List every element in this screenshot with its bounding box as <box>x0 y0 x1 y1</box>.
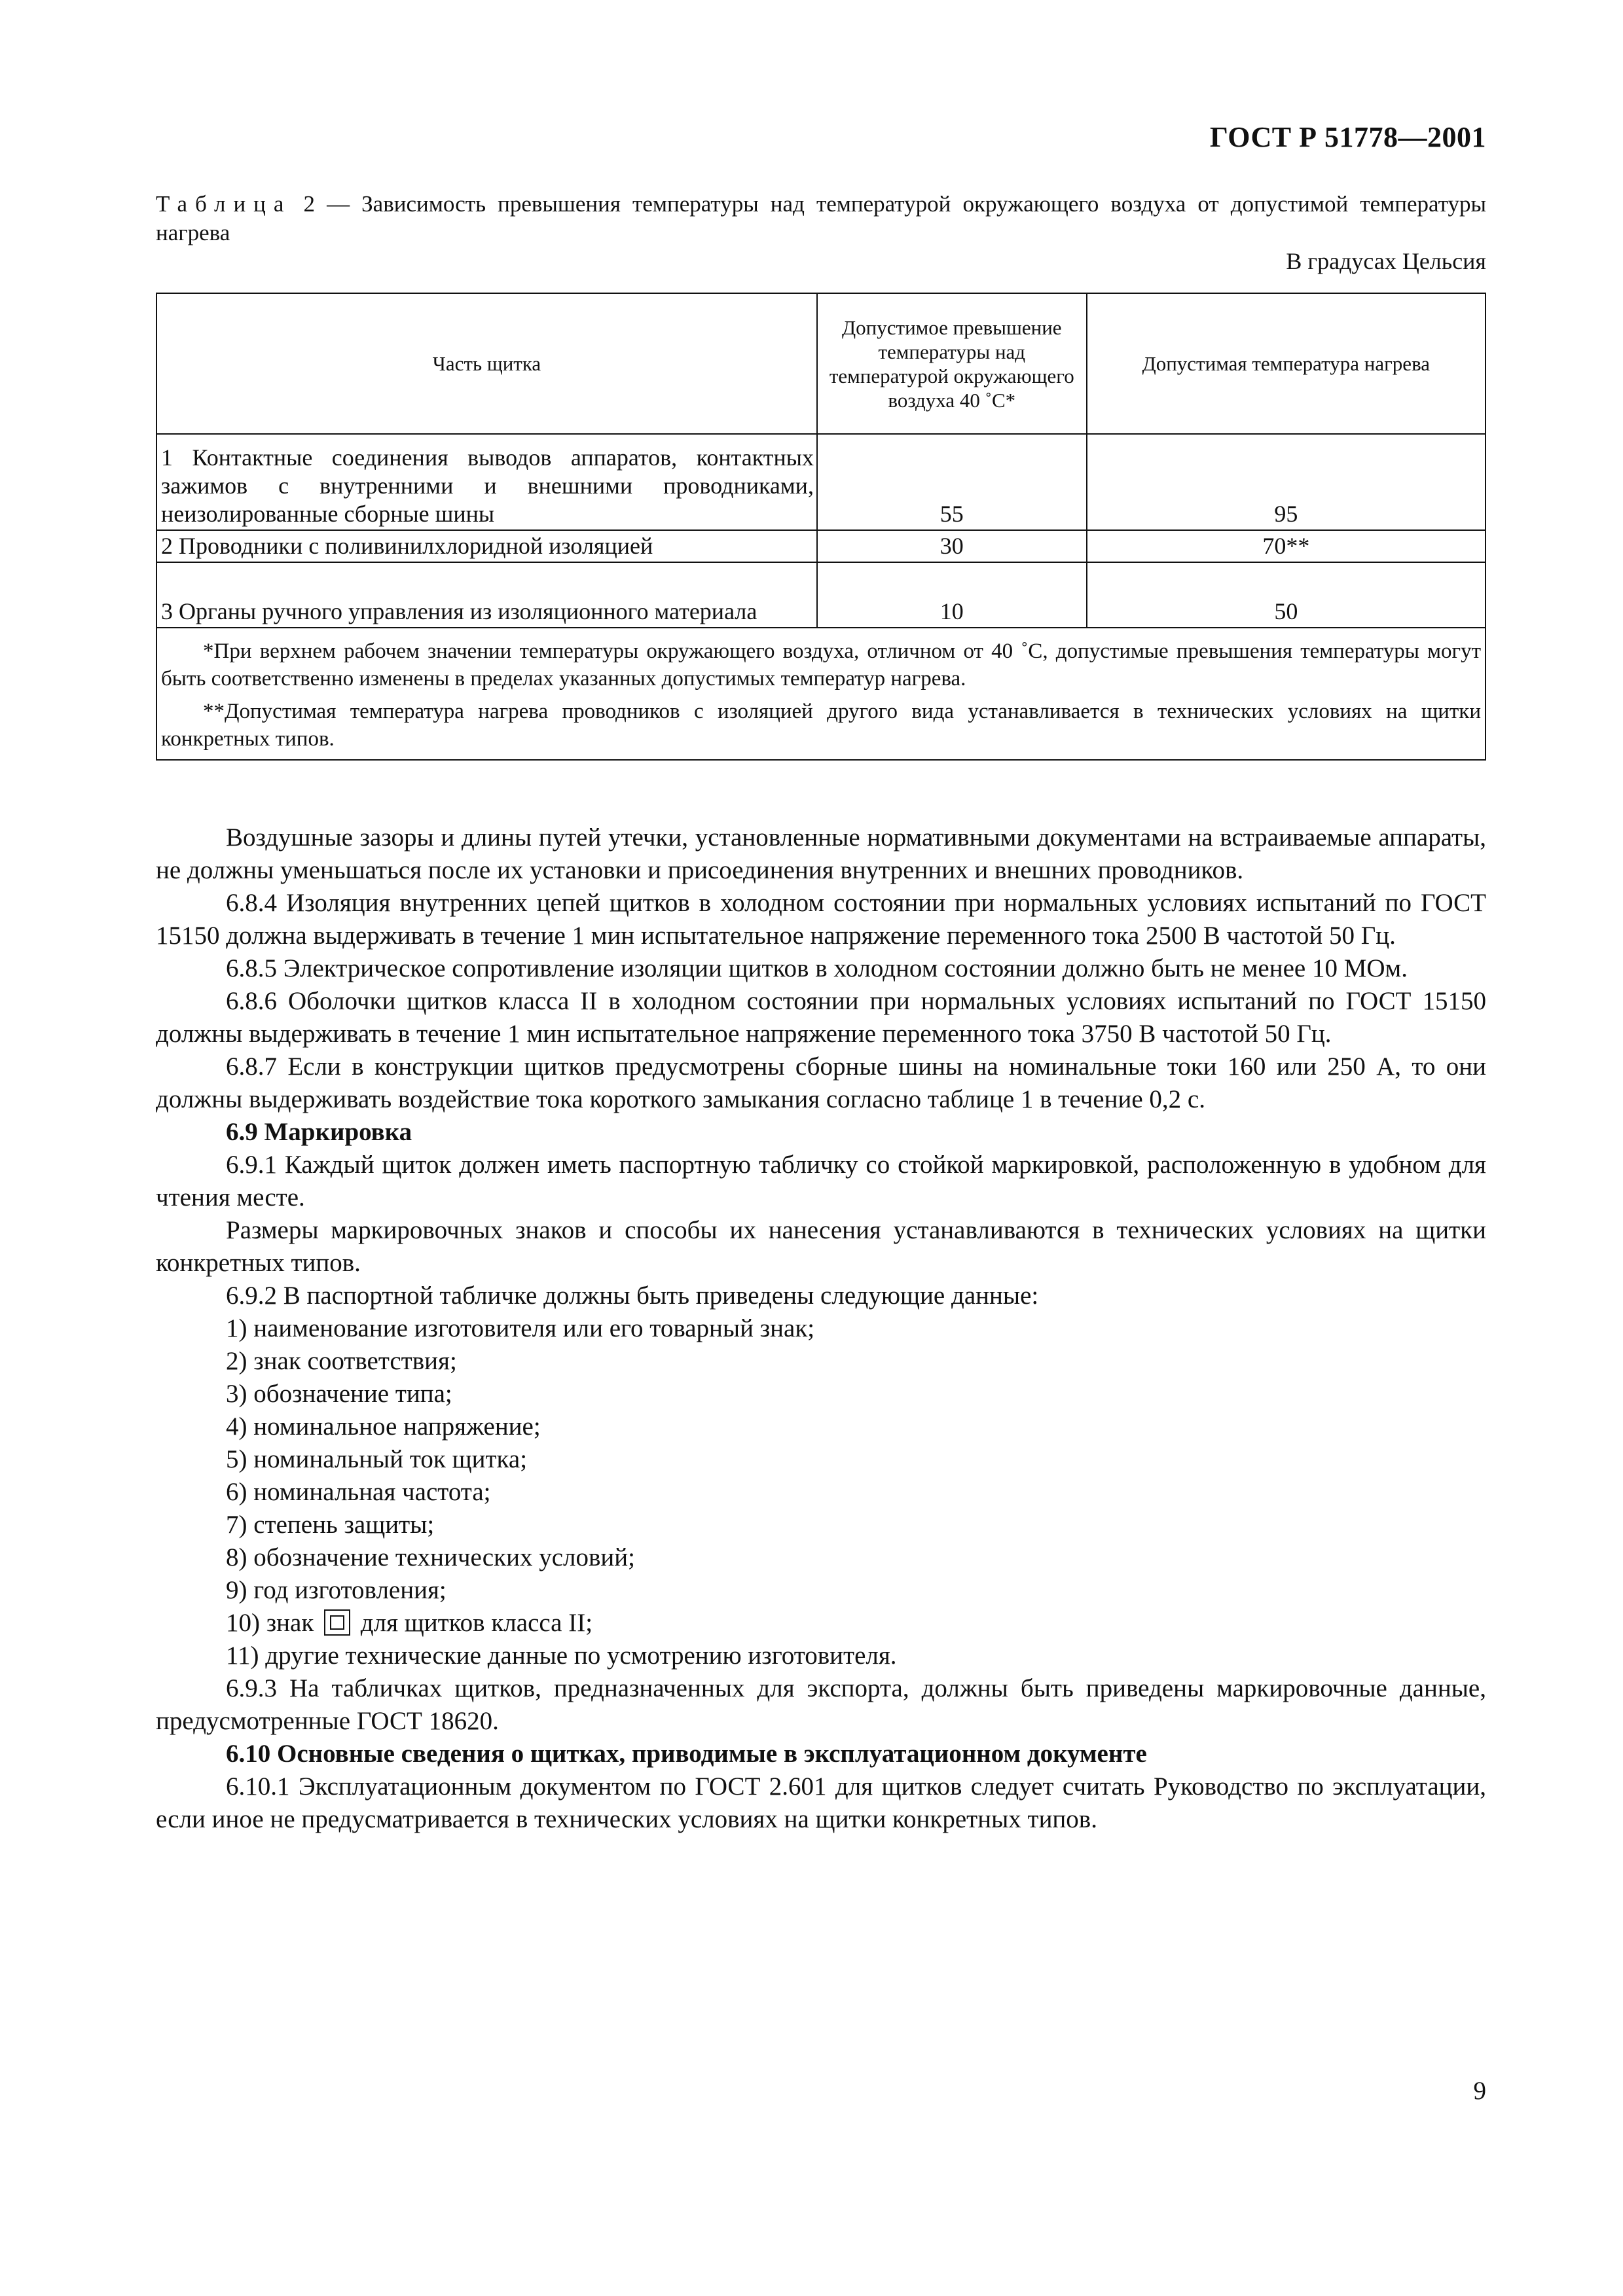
column-header-rise: Допустимое превышение температуры над температурой окружающего воздуха 40 ˚С* <box>817 293 1087 434</box>
section-heading-6-9: 6.9 Маркировка <box>226 1118 412 1146</box>
cell-temp: 95 <box>1087 434 1486 530</box>
document-page <box>156 0 1486 2296</box>
list-item: 5) номинальный ток щитка; <box>226 1445 528 1473</box>
table-row <box>156 530 1486 562</box>
page-number: 9 <box>1473 2077 1486 2105</box>
cell-part: 2 Проводники с поливинилхлоридной изоляцией <box>156 530 817 562</box>
table-header-row <box>156 293 1486 434</box>
cell-temp: 70** <box>1087 530 1486 562</box>
paragraph-air-gaps: Воздушные зазоры и длины путей утечки, установленные нормативными документами на встраиваемые аппараты, не должны уменьшаться после их установки и присоединения внутренних и внешних проводников. <box>156 823 1486 884</box>
section-heading-6-10: 6.10 Основные сведения о щитках, приводимые в эксплуатационном документе <box>226 1740 1147 1768</box>
list-item: 9) год изготовления; <box>226 1576 447 1604</box>
cell-temp: 50 <box>1087 562 1486 628</box>
cell-rise: 30 <box>817 530 1087 562</box>
table-notes-row <box>156 628 1486 760</box>
list-item-10-suffix: для щитков класса II; <box>360 1609 593 1637</box>
table-caption-text: 2 — Зависимость превышения температуры над температурой окружающего воздуха от допустимой температуры нагрева <box>156 191 1486 245</box>
body-text <box>156 821 1486 1836</box>
paragraph-6-8-6: 6.8.6 Оболочки щитков класса II в холодном состоянии при нормальных условиях испытаний по ГОСТ 15150 должны выдерживать в течение 1 мин испытательное напряжение переменного тока 3750 В частотой 50 Гц. <box>156 987 1486 1048</box>
paragraph-6-9-2: 6.9.2 В паспортной табличке должны быть приведены следующие данные: <box>226 1282 1039 1310</box>
list-item-10 <box>156 1607 1486 1640</box>
list-item-11: 11) другие технические данные по усмотрению изготовителя. <box>226 1641 897 1670</box>
cell-rise: 10 <box>817 562 1087 628</box>
paragraph-6-8-7: 6.8.7 Если в конструкции щитков предусмотрены сборные шины на номинальные токи 160 или 250 А, то они должны выдерживать воздействие тока короткого замыкания согласно таблице 1 в течение 0,2 с. <box>156 1052 1486 1113</box>
table-row <box>156 434 1486 530</box>
list-item-10-prefix: 10) знак <box>226 1609 314 1637</box>
paragraph-6-8-5: 6.8.5 Электрическое сопротивление изоляции щитков в холодном состоянии должно быть не менее 10 МОм. <box>226 954 1408 982</box>
document-code-header: ГОСТ Р 51778—2001 <box>1209 121 1486 153</box>
paragraph-6-10-1: 6.10.1 Эксплуатационным документом по ГОСТ 2.601 для щитков следует считать Руководство по эксплуатации, если иное не предусматривается в технических условиях на щитки конкретных типов. <box>156 1772 1486 1833</box>
list-item: 2) знак соответствия; <box>226 1347 457 1375</box>
column-header-temp: Допустимая температура нагрева <box>1087 293 1486 434</box>
table-note: **Допустимая температура нагрева проводников с изоляцией другого вида устанавливается в технических условиях на щитки конкретных типов. <box>161 700 1481 751</box>
double-insulation-sign-icon <box>324 1609 350 1636</box>
list-item: 7) степень защиты; <box>226 1511 435 1539</box>
paragraph-6-8-4: 6.8.4 Изоляция внутренних цепей щитков в холодном состоянии при нормальных условиях испытаний по ГОСТ 15150 должна выдерживать в течение 1 мин испытательное напряжение переменного тока 2500 В частотой 50 Гц. <box>156 889 1486 950</box>
table-row <box>156 562 1486 628</box>
list-item: 4) номинальное напряжение; <box>226 1412 541 1441</box>
table-units: В градусах Цельсия <box>1286 248 1486 274</box>
list-item: 3) обозначение типа; <box>226 1380 452 1408</box>
column-header-part: Часть щитка <box>156 293 817 434</box>
cell-part: 1 Контактные соединения выводов аппаратов, контактных зажимов с внутренними и внешними проводниками, неизолированные сборные шины <box>156 434 817 530</box>
paragraph-marks: Размеры маркировочных знаков и способы их нанесения устанавливаются в технических условиях на щитки конкретных типов. <box>156 1216 1486 1277</box>
paragraph-6-9-1: 6.9.1 Каждый щиток должен иметь паспортную табличку со стойкой маркировкой, расположенную в удобном для чтения месте. <box>156 1151 1486 1211</box>
cell-rise: 55 <box>817 434 1087 530</box>
table-notes <box>156 628 1486 760</box>
list-item: 8) обозначение технических условий; <box>226 1543 635 1571</box>
list-item: 6) номинальная частота; <box>226 1478 491 1506</box>
table-caption-label: Таблица <box>156 191 292 217</box>
paragraph-6-9-3: 6.9.3 На табличках щитков, предназначенных для экспорта, должны быть приведены маркировочные данные, предусмотренные ГОСТ 18620. <box>156 1674 1486 1735</box>
cell-part: 3 Органы ручного управления из изоляционного материала <box>156 562 817 628</box>
table-note: *При верхнем рабочем значении температуры окружающего воздуха, отличном от 40 ˚С, допустимые превышения температуры могут быть соответственно изменены в пределах указанных допустимых температур нагрева. <box>161 639 1481 691</box>
table-caption <box>156 190 1486 247</box>
list-item: 1) наименование изготовителя или его товарный знак; <box>226 1314 815 1342</box>
temperature-table <box>156 293 1486 761</box>
